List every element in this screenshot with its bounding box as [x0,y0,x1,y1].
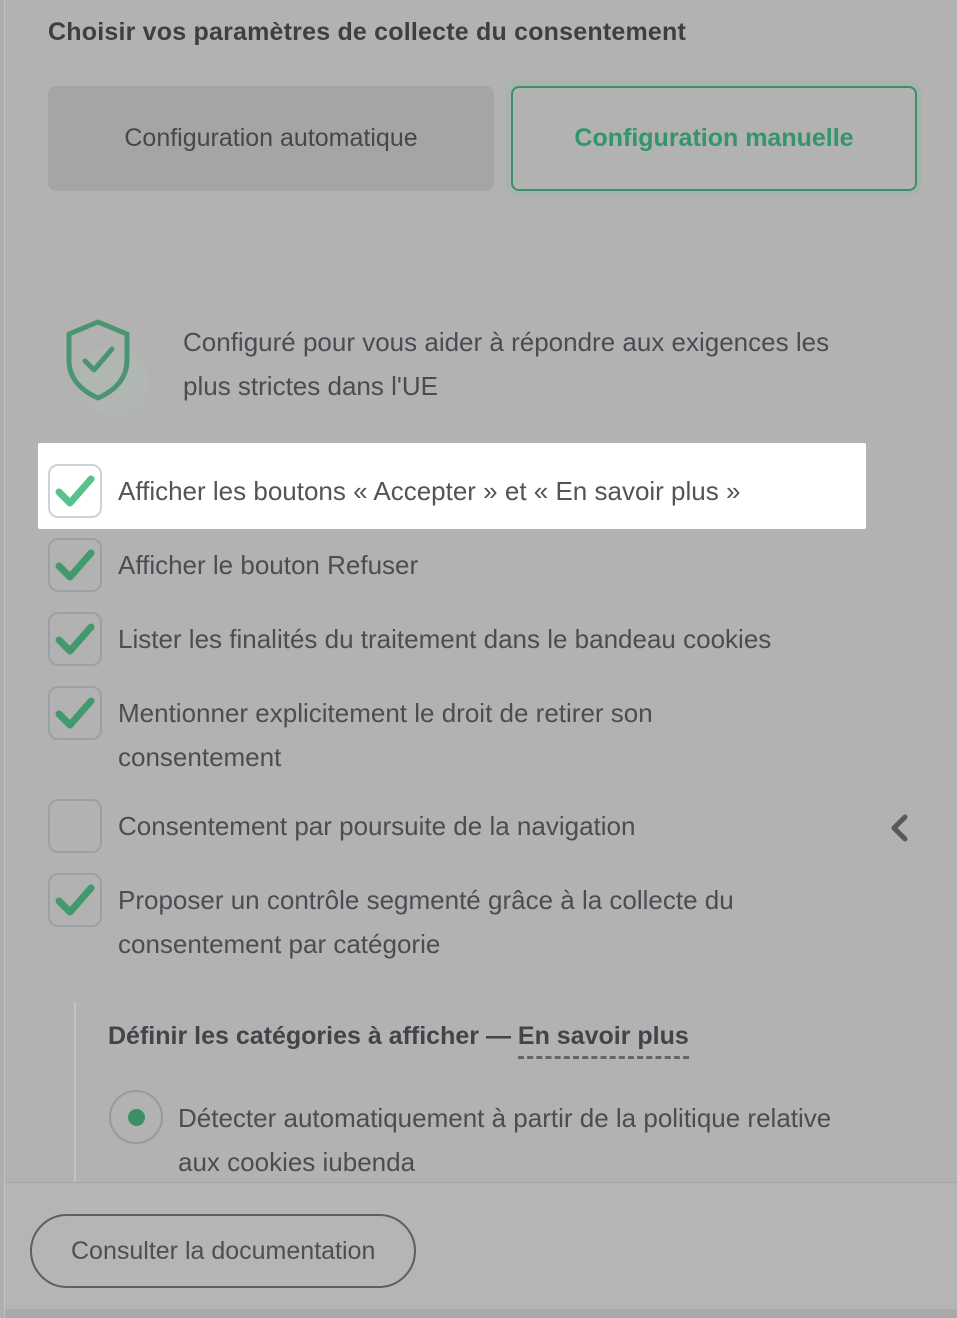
option-consentement-navigation [48,799,917,853]
compliance-note-text: Configuré pour vous aider à répondre aux exigences les plus strictes dans l'UE [183,327,830,401]
checkbox[interactable] [48,799,102,853]
radio-option-label: Détecter automatiquement à partir de la politique relative aux cookies iubenda [178,1103,832,1177]
tab-configuration-manuelle[interactable]: Configuration manuelle [511,86,917,191]
configuration-mode-tabs [48,86,917,191]
option-droit-retirer-consentement [48,686,917,779]
option-bouton-refuser [48,538,917,592]
option-label: Afficher le bouton Refuser [118,550,419,580]
radio-button[interactable] [109,1090,163,1144]
shield-check-icon [63,318,133,402]
tab-configuration-automatique[interactable]: Configuration automatique [48,86,494,191]
compliance-note [63,318,917,408]
categories-heading-text: Définir les catégories à afficher [108,1022,479,1050]
option-controle-segmente [48,873,917,966]
categories-heading [108,1014,917,1058]
option-afficher-boutons-accepter [38,443,866,529]
radio-option-detect-auto [108,1090,917,1184]
option-label: Consentement par poursuite de la navigation [118,811,636,841]
page-title: Choisir vos paramètres de collecte du consentement [48,18,686,46]
heading-separator: — [485,1022,511,1050]
checkbox[interactable] [48,612,102,666]
option-label: Afficher les boutons « Accepter » et « En savoir plus » [118,476,741,506]
checkbox[interactable] [48,538,102,592]
footer-bar [0,1182,957,1318]
option-label: Lister les finalités du traitement dans le bandeau cookies [118,624,772,654]
checkbox[interactable] [48,464,102,518]
footer-bottom-strip [0,1309,957,1318]
checkbox[interactable] [48,873,102,927]
consult-documentation-button[interactable]: Consulter la documentation [30,1214,416,1288]
option-lister-finalites [48,612,917,666]
radio-dot [128,1109,145,1126]
consent-options-checklist [48,443,917,966]
option-label: Mentionner explicitement le droit de retirer son consentement [118,698,653,772]
panel-left-border [4,0,5,1318]
checkbox[interactable] [48,686,102,740]
option-label: Proposer un contrôle segmenté grâce à la collecte du consentement par catégorie [118,885,734,959]
learn-more-link[interactable]: En savoir plus [518,1022,689,1059]
chevron-left-icon[interactable] [889,799,909,848]
categories-subsection [74,1002,917,1188]
